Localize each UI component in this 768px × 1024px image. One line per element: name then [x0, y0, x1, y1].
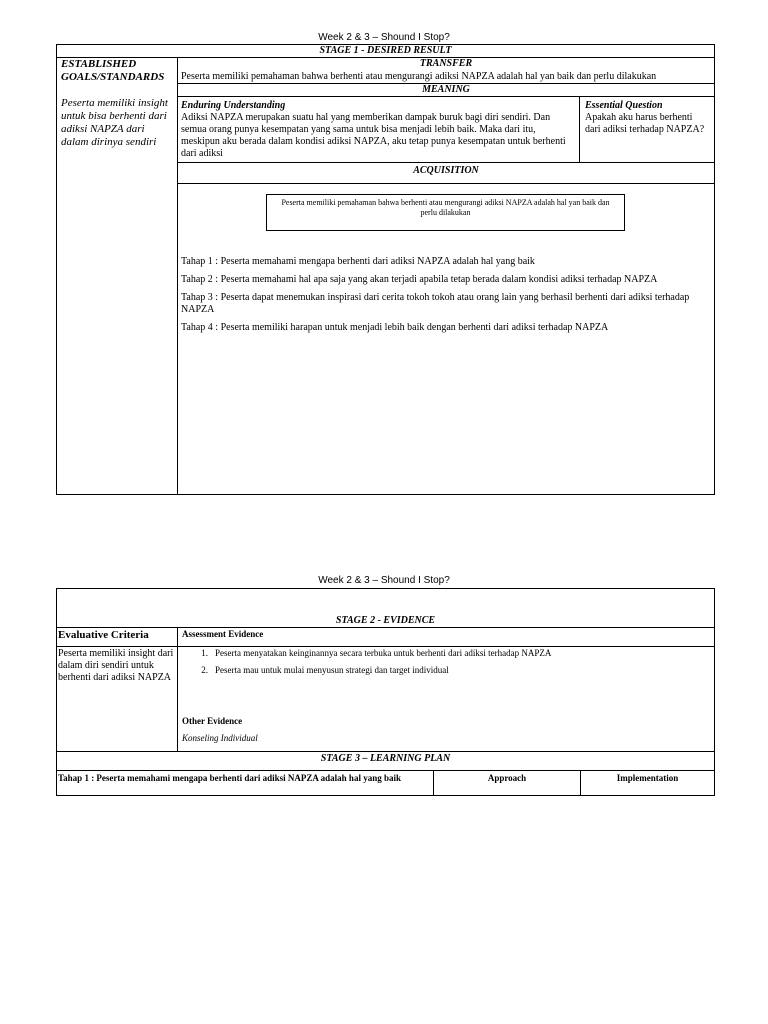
approach-heading: Approach [487, 773, 527, 783]
meaning-heading: MEANING [422, 84, 470, 95]
other-heading: Other Evidence [182, 716, 243, 726]
stage2-title: STAGE 2 - EVIDENCE [335, 615, 436, 626]
assess-item-text: Peserta menyatakan keinginannya secara terbuka untuk berhenti dari adiksi terhadap NAPZA [215, 648, 552, 658]
transfer-heading: TRANSFER [419, 58, 473, 69]
transfer-text: Peserta memiliki pemahaman bahwa berhenti atau mengurangi adiksi NAPZA adalah hal yan baik dan perlu dilakukan [181, 71, 657, 82]
assess-item-text: Peserta mau untuk mulai menyusun strategi dan target individual [215, 665, 449, 675]
enduring-text: Adiksi NAPZA merupakan suatu hal yang memberikan dampak buruk bagi diri sendiri. Dan semua orang punya kesempatan yang sama untuk bisa menjadi lebih baik. Maka dari itu, meskipun aku berada dalam kondisi adiksi NAPZA, aku tetap punya kesempatan untuk berhenti dari adiksi [181, 112, 566, 159]
goals-heading-line1: ESTABLISHED [61, 58, 137, 70]
acquisition-heading: ACQUISITION [413, 165, 479, 176]
assess-list [182, 648, 712, 676]
other-text: Konseling Individual [182, 733, 258, 743]
essential-text: Apakah aku harus berhenti dari adiksi terhadap NAPZA? [585, 112, 705, 135]
eval-text: Peserta memiliki insight dari dalam diri sendiri untuk berhenti dari adiksi NAPZA [58, 648, 174, 683]
tahap-item-2: Tahap 2 : Peserta memahami hal apa saja yang akan terjadi apabila tetap berada dalam kondisi adiksi terhadap NAPZA [181, 274, 658, 285]
assess-heading: Assessment Evidence [182, 629, 264, 639]
plan-tahap: Tahap 1 : Peserta memahami mengapa berhenti dari adiksi NAPZA adalah hal yang baik [58, 773, 401, 783]
stage3-title: STAGE 3 – LEARNING PLAN [320, 753, 451, 764]
tahap-list [181, 256, 711, 334]
list-number: 1. [201, 648, 208, 658]
eval-heading: Evaluative Criteria [58, 629, 149, 641]
goals-heading [61, 58, 176, 84]
enduring-heading: Enduring Understanding [181, 100, 286, 111]
assess-item-1 [182, 648, 712, 659]
page2-header: Week 2 & 3 – Shound I Stop? [318, 575, 450, 586]
acquisition-box: Peserta memiliki pemahaman bahwa berhenti atau mengurangi adiksi NAPZA adalah hal yan baik dan perlu dilakukan [266, 194, 625, 231]
assess-item-2 [182, 665, 712, 676]
implementation-heading: Implementation [616, 773, 679, 783]
stage1-title: STAGE 1 - DESIRED RESULT [319, 45, 452, 56]
goals-text: Peserta memiliki insight untuk bisa berhenti dari adiksi NAPZA dari dalam dirinya sendiri [61, 97, 168, 148]
tahap-item-3: Tahap 3 : Peserta dapat menemukan inspirasi dari cerita tokoh tokoh atau orang lain yang berhasil berhenti dari adiksi terhadap NAPZA [181, 292, 690, 315]
tahap-item-1: Tahap 1 : Peserta memahami mengapa berhenti dari adiksi NAPZA adalah hal yang baik [181, 256, 535, 267]
tahap-item-4: Tahap 4 : Peserta memiliki harapan untuk menjadi lebih baik dengan berhenti dari adiksi terhadap NAPZA [181, 322, 609, 333]
goals-heading-line2: GOALS/STANDARDS [61, 71, 165, 83]
page1-header: Week 2 & 3 – Shound I Stop? [318, 32, 450, 43]
essential-heading: Essential Question [585, 100, 663, 111]
list-number: 2. [201, 665, 208, 675]
